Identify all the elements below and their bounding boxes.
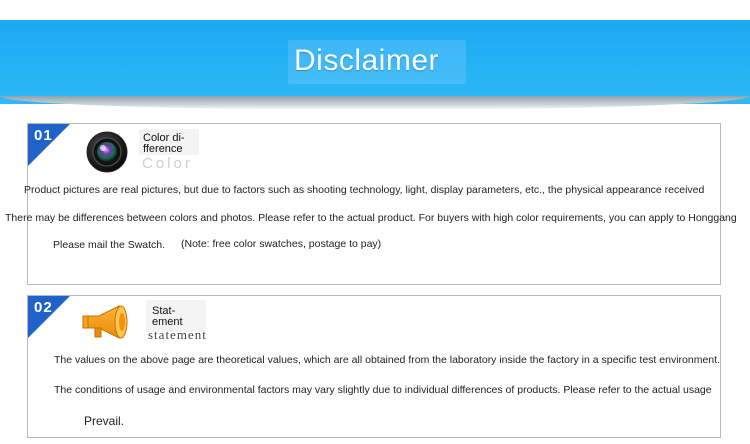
section1-line-1: Product pictures are real pictures, but due to factors such as shooting technology, light, display parameters, etc., the physical appearance received <box>24 184 705 196</box>
section-label-line: Stat- ement <box>152 305 183 328</box>
section1-line-3: Please mail the Swatch. <box>53 239 166 251</box>
section1-line-2: There may be differences between colors and photos. Please refer to the actual product. For buyers with high color requirements, you can apply to Honggang <box>5 212 737 224</box>
page-title: Disclaimer <box>294 44 440 77</box>
section2-line-1: The values on the above page are theoretical values, which are all obtained from the laboratory inside the factory in a specific test environment. <box>54 354 720 366</box>
section-label <box>152 306 183 328</box>
section-number: 01 <box>34 127 53 144</box>
section-sublabel: Color <box>142 155 193 172</box>
section-label-line: Color di- fference <box>143 132 185 155</box>
section-label <box>143 133 185 155</box>
section-statement <box>27 295 721 438</box>
megaphone-icon <box>81 304 131 345</box>
banner-shadow <box>0 96 750 110</box>
section-sublabel: statement <box>148 327 207 342</box>
section-color-difference <box>27 123 721 285</box>
section2-line-2: The conditions of usage and environmental factors may vary slightly due to individual differences of products. Please refer to the actual usage <box>54 384 712 396</box>
camera-lens-icon <box>86 131 128 178</box>
section1-line-4: (Note: free color swatches, postage to pay) <box>181 238 382 250</box>
section2-line-3: Prevail. <box>84 414 125 428</box>
section-number: 02 <box>34 299 53 316</box>
